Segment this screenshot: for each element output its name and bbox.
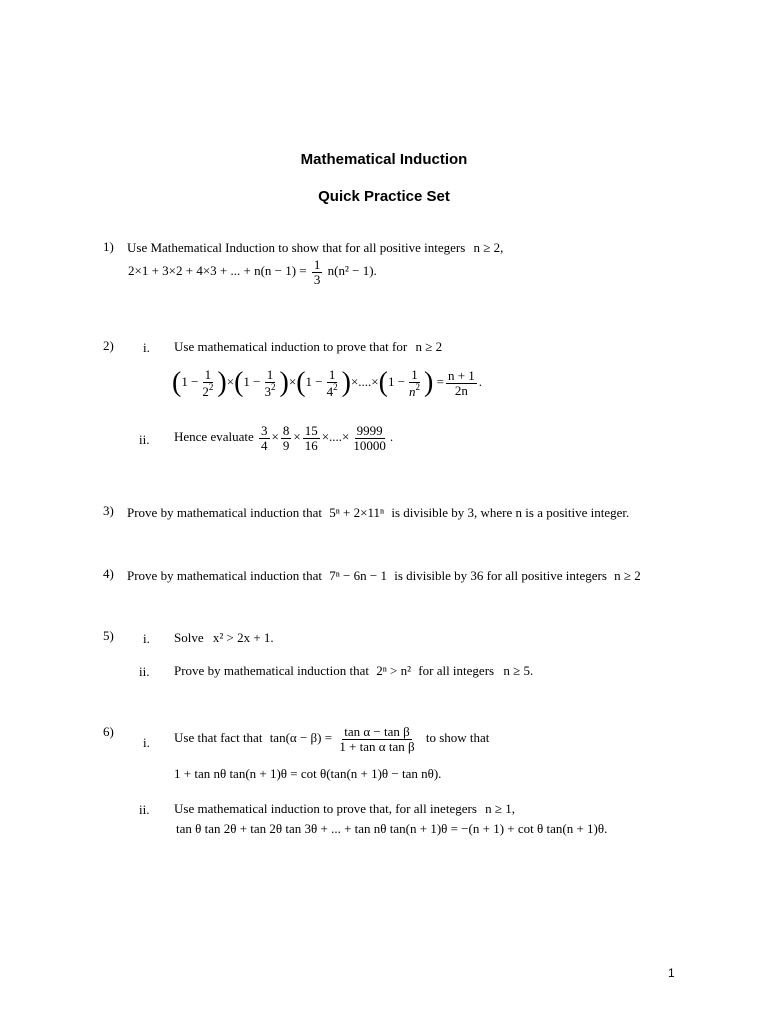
page-title: Mathematical Induction	[300, 151, 468, 168]
question-6-frac-den: 1 + tan α tan β	[339, 738, 415, 754]
question-6-part-i-fraction	[337, 725, 416, 753]
question-6-part-ii-label: ii.	[139, 802, 150, 817]
question-3-statement-b: is divisible by 3, where n is a positive integer.	[391, 505, 630, 520]
page-subtitle: Quick Practice Set	[318, 188, 450, 205]
question-2-part-ii-label: ii.	[139, 432, 150, 447]
question-6-part-i-lhs: tan(α − β) =	[269, 730, 333, 746]
question-2-part-ii-text: Hence evaluate $\frac{3}{4}$ × $\frac{8}{9}$ × $\frac{15}{16}$ ×....× $\frac{9999}{10000}$ .	[174, 423, 394, 453]
page-number: 1	[668, 966, 675, 980]
question-4-statement-a: Prove by mathematical induction that	[127, 568, 322, 583]
question-1-condition: n ≥ 2,	[473, 240, 504, 255]
question-2-part-i-statement: Use mathematical induction to prove that for	[174, 339, 408, 354]
question-1-number: 1)	[103, 239, 114, 254]
question-2-rhs-den: 2n	[454, 382, 468, 398]
question-6-part-ii-text	[174, 802, 515, 815]
question-6-part-i-text	[174, 725, 489, 753]
question-3-text	[127, 506, 629, 519]
question-4-statement-b: is divisible by 36 for all positive integers	[394, 568, 607, 583]
question-2-number: 2)	[103, 338, 114, 353]
question-3-number: 3)	[103, 503, 114, 518]
question-2-part-i-label: i.	[143, 340, 150, 355]
question-5-part-ii-statement-a: Prove by mathematical induction that	[174, 663, 369, 678]
question-1-text	[127, 241, 503, 254]
question-4-expression: 7ⁿ − 6n − 1	[329, 568, 387, 583]
question-2-rhs-num: n + 1	[447, 368, 475, 383]
question-6-part-i-statement-b: to show that	[425, 730, 490, 746]
question-6-part-i-statement-a: Use that fact that	[174, 730, 263, 746]
question-2-product-rhs	[446, 369, 477, 397]
question-5-part-i-label: i.	[143, 631, 150, 646]
question-5-part-ii-label: ii.	[139, 664, 150, 679]
question-5-part-ii-expression: 2ⁿ > n²	[376, 663, 412, 678]
question-2-part-ii-statement: Hence evaluate	[174, 429, 254, 445]
question-5-part-ii-text	[174, 664, 533, 677]
question-5-part-i-expression: x² > 2x + 1.	[212, 630, 274, 645]
question-4-text	[127, 569, 641, 582]
question-1-frac-num: 1	[313, 257, 321, 272]
question-4-number: 4)	[103, 566, 114, 581]
question-4-condition: n ≥ 2	[614, 568, 641, 583]
question-1-equation	[128, 258, 377, 286]
question-3-expression: 5ⁿ + 2×11ⁿ	[329, 505, 385, 520]
question-2-frac-2: $\frac{8}{9}$	[282, 423, 290, 453]
question-6-part-ii-statement: Use mathematical induction to prove that, for all inetegers	[174, 801, 477, 816]
question-2-frac-4: $\frac{9999}{10000}$	[353, 423, 386, 453]
question-1-fraction	[312, 258, 323, 286]
question-6-part-i-label: i.	[143, 735, 150, 750]
question-6-part-ii-condition: n ≥ 1,	[485, 801, 516, 816]
question-2-frac-3: $\frac{15}{16}$	[304, 423, 318, 453]
question-6-frac-num: tan α − tan β	[344, 724, 410, 739]
question-2-product: (1 − $\frac{1}{2^2}$ )×(1 − $\frac{1}{3^2}$ )×(1 − $\frac{1}{4^2}$ )×....×(1 − $\frac{1}{n^2}$ ) = $\frac{n + 1}{2n}$ .	[172, 367, 483, 399]
question-5-part-ii-statement-b: for all integers	[418, 663, 495, 678]
question-2-part-i-condition: n ≥ 2	[415, 339, 443, 354]
question-5-part-ii-condition: n ≥ 5.	[503, 663, 534, 678]
question-1-statement: Use Mathematical Induction to show that for all positive integers	[127, 240, 466, 255]
question-2-frac-1: $\frac{3}{4}$	[261, 423, 268, 453]
question-6-part-ii-identity: tan θ tan 2θ + tan 2θ tan 3θ + ... + tan nθ tan(n + 1)θ = −(n + 1) + cot θ tan(n + 1)θ.	[176, 821, 608, 836]
question-6-part-i-identity: 1 + tan nθ tan(n + 1)θ = cot θ(tan(n + 1)θ − tan nθ).	[174, 766, 442, 781]
question-2-part-i-text	[174, 340, 442, 353]
question-5-part-i-statement: Solve	[174, 630, 204, 645]
question-1-frac-den: 3	[313, 271, 321, 287]
question-3-statement-a: Prove by mathematical induction that	[127, 505, 322, 520]
question-1-rhs: n(n² − 1).	[327, 263, 377, 279]
question-5-part-i-text	[174, 631, 274, 644]
question-6-number: 6)	[103, 724, 114, 739]
question-1-lhs: 2×1 + 3×2 + 4×3 + ... + n(n − 1) =	[128, 263, 307, 279]
question-5-number: 5)	[103, 628, 114, 643]
